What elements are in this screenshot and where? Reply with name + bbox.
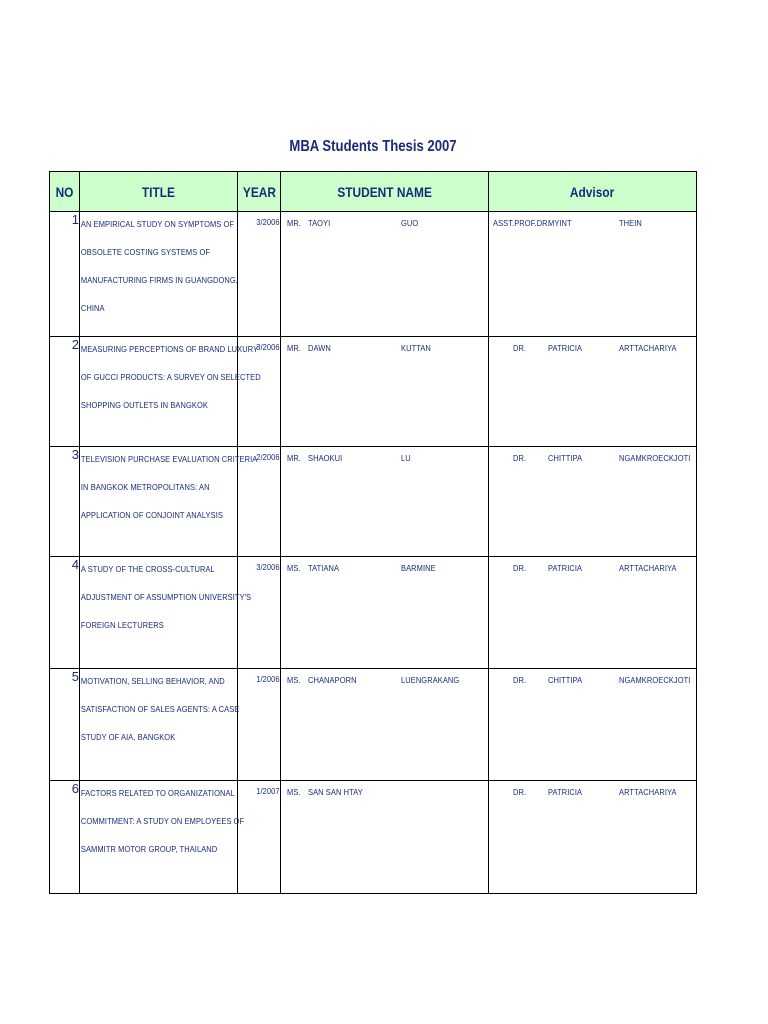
advisor-cell [489,669,697,781]
advisor-first-name: CHITTIPA [548,675,583,685]
table-row [50,669,697,781]
advisor-cell [489,337,697,447]
thesis-year-cell [238,212,281,337]
column-header-advisor: Advisor [489,172,697,212]
advisor-title: ASST.PROF.DR. [493,218,550,228]
student-last-name: LU [401,453,411,463]
thesis-title [80,781,245,894]
student-first-name: CHANAPORN [308,675,357,685]
thesis-title-line: CHINA [80,303,105,313]
student-name-cell [281,337,489,447]
advisor-title: DR. [513,343,527,353]
thesis-table [49,171,697,894]
thesis-title-line: IN BANGKOK METROPOLITANS: AN [80,482,210,492]
thesis-year: 3/2006 [256,562,280,572]
student-prefix: MR. [287,218,301,228]
advisor-first-name: MYINT [548,218,572,228]
thesis-title-line: SAMMITR MOTOR GROUP, THAILAND [80,844,218,854]
thesis-title-line: TELEVISION PURCHASE EVALUATION CRITERIA [80,454,258,464]
student-last-name: BARMINE [401,563,436,573]
student-prefix: MR. [287,453,301,463]
thesis-title [80,669,238,781]
row-number: 5 [50,669,80,781]
row-number: 2 [50,337,80,447]
column-header-year: YEAR [238,172,281,212]
student-prefix: MS. [287,787,301,797]
column-header-student-name: STUDENT NAME [281,172,489,212]
thesis-year: 1/2006 [256,674,280,684]
student-name-cell [281,447,489,557]
column-header-no: NO [50,172,80,212]
advisor-cell [489,781,697,894]
advisor-first-name: CHITTIPA [548,453,583,463]
advisor-first-name: PATRICIA [548,343,583,353]
thesis-year-cell [238,781,281,894]
student-name-cell [281,669,489,781]
thesis-title [80,557,252,669]
advisor-title: DR. [513,563,527,573]
advisor-last-name: ARTTACHARIYA [619,563,677,573]
table-row [50,337,697,447]
table-row [50,557,697,669]
thesis-title-line: COMMITMENT: A STUDY ON EMPLOYEES OF [80,816,245,826]
thesis-year: 2/2006 [256,452,280,462]
thesis-year-cell [238,669,281,781]
thesis-year: 3/2006 [256,342,280,352]
thesis-title-line: OF GUCCI PRODUCTS: A SURVEY ON SELECTED [80,372,261,382]
thesis-title-line: FACTORS RELATED TO ORGANIZATIONAL [80,788,235,798]
advisor-title: DR. [513,453,527,463]
advisor-title: DR. [513,787,527,797]
student-name-cell [281,557,489,669]
thesis-title-line: MOTIVATION, SELLING BEHAVIOR, AND [80,676,225,686]
advisor-title: DR. [513,675,527,685]
thesis-title-line: OBSOLETE COSTING SYSTEMS OF [80,247,211,257]
table-row [50,447,697,557]
page-title: MBA Students Thesis 2007 [289,138,457,155]
student-prefix: MR. [287,343,301,353]
thesis-title-line: STUDY OF AIA, BANGKOK [80,732,176,742]
thesis-title-line: MEASURING PERCEPTIONS OF BRAND LUXURY [80,344,259,354]
advisor-first-name: PATRICIA [548,563,583,573]
thesis-year-cell [238,557,281,669]
thesis-title [80,212,238,337]
student-prefix: MS. [287,563,301,573]
thesis-title-line: ADJUSTMENT OF ASSUMPTION UNIVERSITY'S [80,592,252,602]
student-first-name: SHAOKUI [308,453,343,463]
thesis-title-line: AN EMPIRICAL STUDY ON SYMPTOMS OF [80,219,235,229]
student-first-name: DAWN [308,343,331,353]
advisor-last-name: NGAMKROECKJOTI [619,453,691,463]
advisor-cell [489,557,697,669]
row-number: 3 [50,447,80,557]
table-row [50,781,697,894]
table-header-row [50,172,697,212]
advisor-cell [489,447,697,557]
table-row [50,212,697,337]
column-header-title: TITLE [80,172,238,212]
thesis-title-line: FOREIGN LECTURERS [80,620,164,630]
advisor-last-name: NGAMKROECKJOTI [619,675,691,685]
student-name-cell [281,212,489,337]
advisor-last-name: ARTTACHARIYA [619,343,677,353]
student-last-name: GUO [401,218,419,228]
student-first-name: SAN SAN HTAY [308,787,363,797]
row-number: 1 [50,212,80,337]
student-last-name: LUENGRAKANG [401,675,460,685]
student-prefix: MS. [287,675,301,685]
row-number: 4 [50,557,80,669]
thesis-title-line: SHOPPING OUTLETS IN BANGKOK [80,400,208,410]
thesis-title-line: APPLICATION OF CONJOINT ANALYSIS [80,510,223,520]
student-first-name: TAOYI [308,218,331,228]
advisor-last-name: THEIN [619,218,642,228]
student-name-cell [281,781,489,894]
thesis-title [80,337,261,447]
row-number: 6 [50,781,80,894]
thesis-title-line: A STUDY OF THE CROSS-CULTURAL [80,564,215,574]
thesis-title-line: SATISFACTION OF SALES AGENTS: A CASE [80,704,240,714]
advisor-cell [489,212,697,337]
thesis-year: 3/2006 [256,217,280,227]
thesis-title [80,447,258,557]
advisor-first-name: PATRICIA [548,787,583,797]
student-first-name: TATIANA [308,563,340,573]
advisor-last-name: ARTTACHARIYA [619,787,677,797]
student-last-name: KUTTAN [401,343,431,353]
thesis-year: 1/2007 [256,786,280,796]
thesis-title-line: MANUFACTURING FIRMS IN GUANGDONG, [80,275,238,285]
